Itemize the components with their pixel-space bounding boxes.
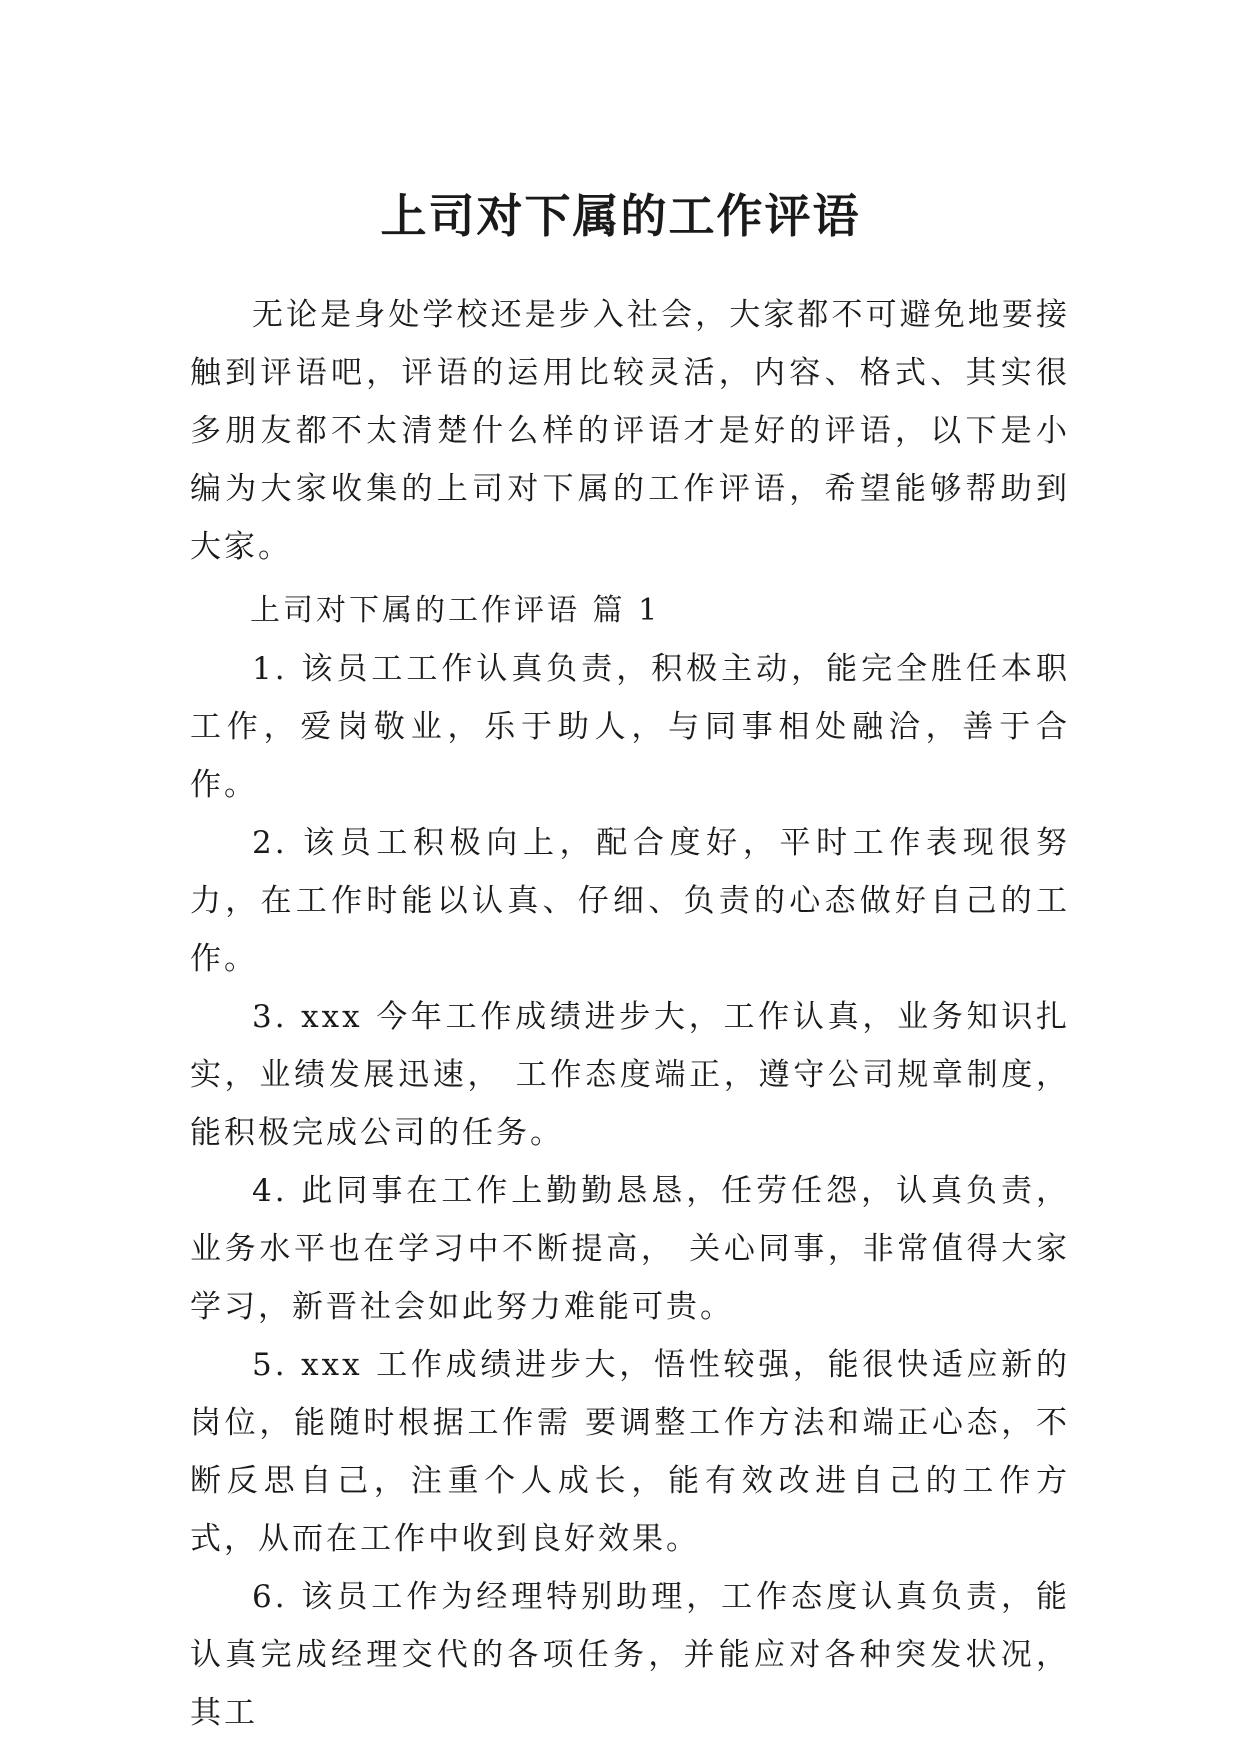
section-heading: 上司对下属的工作评语 篇 1 [250,593,661,628]
comment-item-1: 1. 该员工工作认真负责，积极主动，能完全胜任本职工作，爱岗敬业，乐于助人，与同事相处融洽，善于合作。 [190,651,1070,803]
intro-paragraph: 无论是身处学校还是步入社会，大家都不可避免地要接触到评语吧，评语的运用比较灵活，内容、格式、其实很多朋友都不太清楚什么样的评语才是好的评语，以下是小编为大家收集的上司对下属的工作评语，希望能够帮助到大家。 [190,297,1070,565]
comment-list [190,640,1070,1742]
comment-item-4: 4. 此同事在工作上勤勤恳恳，任劳任怨，认真负责，业务水平也在学习中不断提高， 关心同事，非常值得大家学习，新晋社会如此努力难能可贵。 [190,1173,1070,1325]
document-title: 上司对下属的工作评语 [380,188,861,243]
comment-item-2: 2. 该员工积极向上，配合度好，平时工作表现很努力，在工作时能以认真、仔细、负责的心态做好自己的工作。 [190,825,1070,977]
comment-item-5: 5. xxx 工作成绩进步大，悟性较强，能很快适应新的岗位，能随时根据工作需 要调整工作方法和端正心态，不断反思自己，注重个人成长，能有效改进自己的工作方式，从而在工作中收到良好效果。 [190,1347,1070,1557]
comment-item-6: 6. 该员工作为经理特别助理，工作态度认真负责，能认真完成经理交代的各项任务，并能应对各种突发状况，其工 [190,1579,1070,1731]
comment-item-3: 3. xxx 今年工作成绩进步大，工作认真，业务知识扎实，业绩发展迅速， 工作态度端正，遵守公司规章制度，能积极完成公司的任务。 [190,999,1070,1151]
